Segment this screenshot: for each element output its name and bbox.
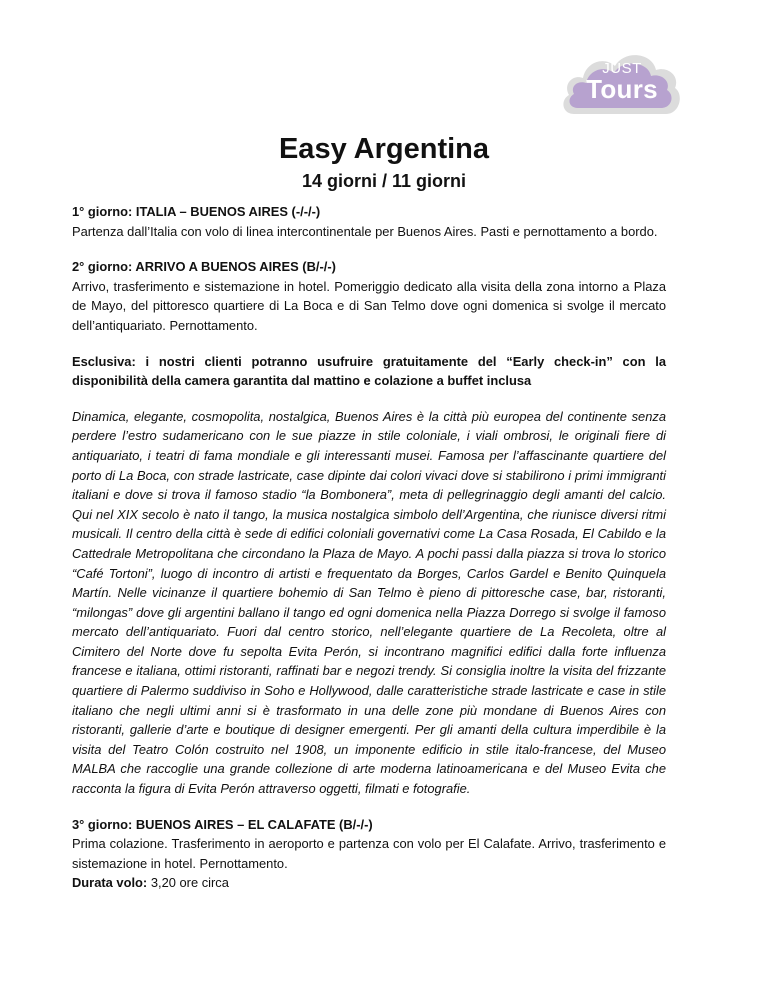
buenos-aires-description: Dinamica, elegante, cosmopolita, nostalgica, Buenos Aires è la città più europea del continente senza perdere l’estro sudamericano con le sue piazze in stile coloniale, i viali ombrosi, le originali fiere di antiquariato, i teatri di fama mondiale e gli interessanti musei. Famosa per l’affascinante quartiere del porto di La Boca, con strade lastricate, case dipinte dai colori vivaci dove si stabilirono i primi immigranti italiani e dove si trova il famoso stadio “la Bombonera”, meta di pellegrinaggio degli amanti del calcio. Qui nel XIX secolo è nato il tango, la musica nostalgica simbolo dell’Argentina, che riunisce diversi ritmi musicali. Il centro della città è sede di edifici coloniali governativi come La Casa Rosada, El Cabildo e la Cattedrale Metropolitana che circondano la Plaza de Mayo. A pochi passi dalla piazza si trova lo storico “Café Tortoni”, luogo di incontro di artisti e frequentato da Borges, Carlos Gardel e Benito Quinquela Martín. Nelle vicinanze il quartiere bohemio di San Telmo è pieno di pittoresche case, bar, ristoranti, “milongas” dove gli argentini ballano il tango ed ogni domenica nella Piazza Dorrego si svolge il famoso mercato dell’antiquariato. Fuori dal centro storico, nell’elegante quartiere de La Recoleta, oltre al Cimitero del Norte dove fu sepolta Evita Perón, si incontrano magnifici edifici dalla forte influenza francese e italiana, ottimi ristoranti, raffinati bar e negozi trendy. Si consiglia inoltre la visita del frizzante quartiere di Palermo suddiviso in Soho e Hollywood, dalle caratteristiche strade lastricate e case in stile italiano che negli ultimi anni si è trasformato in una delle zone più mondane di Buenos Aires con ristoranti, gallerie d’arte e boutique di designer emergenti. Per gli amanti della cultura imperdibile è la visita del Teatro Colón costruito nel 1908, un imponente edificio in stile italo-francese, del Museo MALBA che raccoglie una grande collezione di arte moderna latinoamericana e del Museo Evita che racconta la figura di Evita Perón attraverso oggetti, filmati e fotografie. <box>72 408 666 797</box>
logo-tours-text: Tours <box>586 74 658 104</box>
flight-duration-label: Durata volo: <box>72 875 148 891</box>
page-subtitle: 14 giorni / 11 giorni <box>301 171 467 191</box>
flight-duration-value: 3,20 ore circa <box>150 875 229 891</box>
flight-duration <box>72 873 666 893</box>
day-1-heading: 1° giorno: ITALIA – BUENOS AIRES (-/-/-) <box>72 204 321 219</box>
day-2-heading: 2° giorno: ARRIVO A BUENOS AIRES (B/-/-) <box>72 259 336 275</box>
itinerary-content <box>72 202 666 893</box>
day-3-text: Prima colazione. Trasferimento in aeroporto e partenza con volo per El Calafate. Arrivo, trasferimento e sistemazione in hotel. Pernottamento. <box>72 836 666 871</box>
logo-just-text: JUST <box>602 60 642 77</box>
just-tours-logo <box>560 42 684 124</box>
exclusive-offer: Esclusiva: i nostri clienti potranno usufruire gratuitamente del “Early check-in” con la disponibilità della camera garantita dal mattino e colazione a buffet inclusa <box>72 353 666 389</box>
day-2-text: Arrivo, trasferimento e sistemazione in hotel. Pomeriggio dedicato alla visita della zona intorno a Plaza de Mayo, del pittoresco quartiere di La Boca e di San Telmo dove ogni domenica si svolge il mercato dell’antiquariato. Pernottamento. <box>72 278 666 333</box>
day-3-heading: 3° giorno: BUENOS AIRES – EL CALAFATE (B/-/-) <box>72 816 373 832</box>
page-title: Easy Argentina <box>278 133 490 165</box>
day-1-text: Partenza dall’Italia con volo di linea intercontinentale per Buenos Aires. Pasti e pernottamento a bordo. <box>72 223 658 239</box>
